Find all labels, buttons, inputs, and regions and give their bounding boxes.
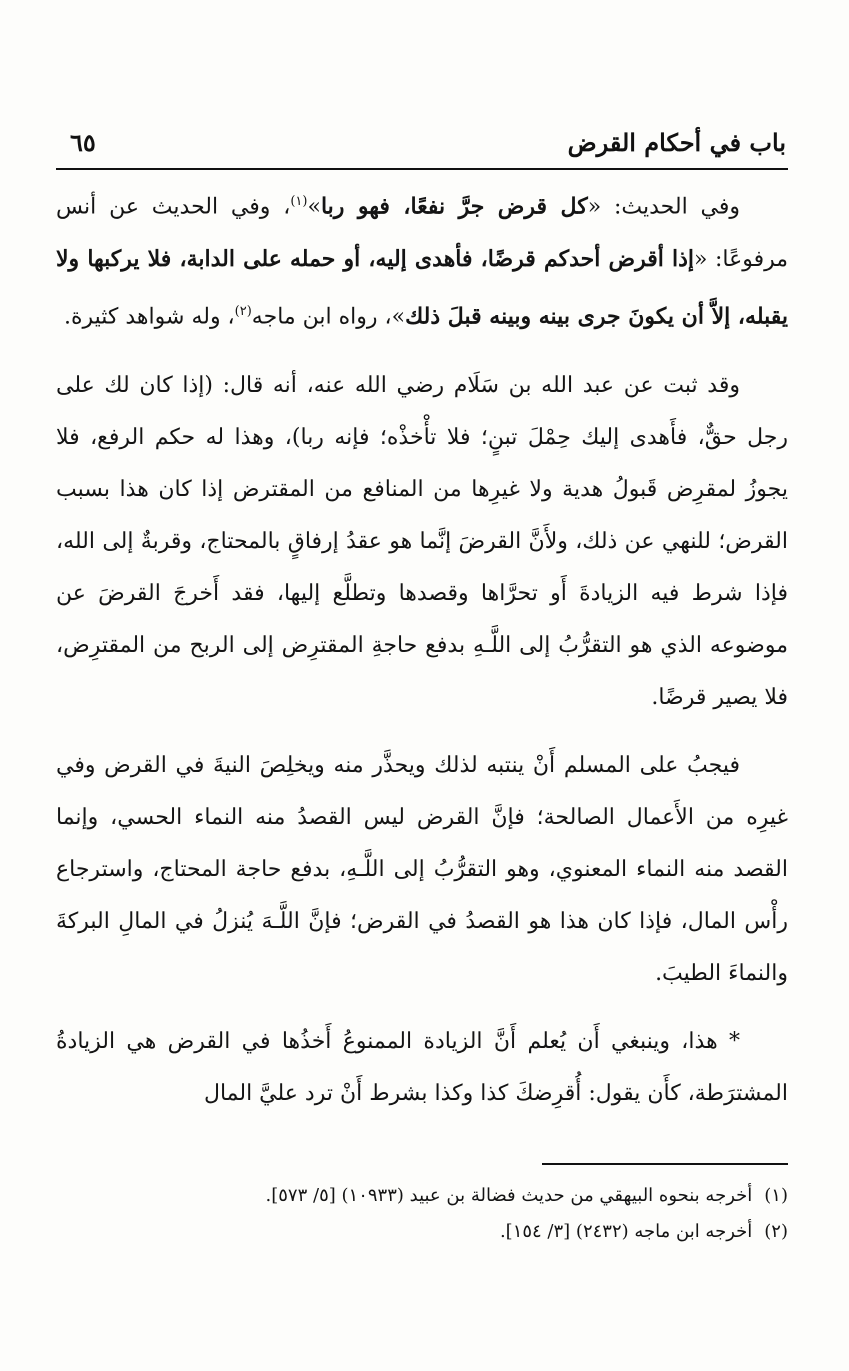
footnote-rule: [542, 1163, 788, 1165]
paragraph-2: وقد ثبت عن عبد الله بن سَلَام رضي الله عنه، أنه قال: (إذا كان لك على رجل حقٌّ، فأَهدى إليك حِمْلَ تبنٍ؛ فلا تأْخذْه؛ فإنه ربا)، وهذا له حكم الرفع، فلا يجوزُ لمقرِض قَبولُ هدية ولا غيرِها من المنافع من المقترض إذا كان هذا بسبب القرض؛ للنهي عن ذلك، ولأَنَّ القرضَ إنَّما هو عقدُ إرفاقٍ بالمحتاج، وقربةٌ إلى الله، فإذا شرط فيه الزيادةَ أَو تحرَّاها وقصدها وتطلَّع إليها، فقد أَخرجَ القرضَ عن موضوعه الذي هو التقرُّبُ إلى اللَّـهِ بدفع حاجةِ المقترِض إلى الربح من المقترِض، فلا يصير قرضًا.: [56, 372, 788, 710]
footnote-2: (٢)أخرجه ابن ماجه (٢٤٣٢) [٣/ ١٥٤].: [499, 1221, 788, 1242]
header-rule: [56, 168, 788, 170]
main-text: [56, 176, 788, 1120]
chapter-title: باب في أحكام القرض: [567, 128, 786, 157]
paragraph-1: وفي الحديث: «كل قرض جرَّ نفعًا، فهو ربا»$^{(١)}$، وفي الحديث عن أنس مرفوعًا: «إذا أقرض أحدكم قرضًا، فأهدى إليه، أو حمله على الدابة، فلا يركبها ولا يقبله، إلاَّ أن يكونَ جرى بينه وبينه قبلَ ذلك»، رواه ابن ماجه$^{(٢)}$، وله شواهد كثيرة.: [56, 193, 789, 330]
page-number: ٦٥: [70, 128, 96, 157]
footnote-1: (١)أخرجه بنحوه البيهقي من حديث فضالة بن عبيد (١٠٩٣٣) [٥/ ٥٧٣].: [265, 1185, 788, 1206]
footnote-ref-1: (١): [290, 194, 308, 209]
paragraph-3: فيجبُ على المسلم أَنْ ينتبه لذلك ويحذَّر منه ويخلِصَ النيةَ في القرض وفي غيرِه من الأَعمال الصالحة؛ فإنَّ القرض ليس القصدُ منه النماء الحسي، وإنما القصد منه النماء المعنوي، وهو التقرُّبُ إلى اللَّـهِ، بدفع حاجة المحتاج، واسترجاع رأْس المال، فإذا كان هذا هو القصدُ في القرض؛ فإنَّ اللَّـهَ يُنزلُ في المالِ البركةَ والنماءَ الطيبَ.: [56, 752, 788, 986]
footnote-ref-2: (٢): [234, 304, 252, 320]
footnotes: [56, 1178, 788, 1250]
paragraph-4: * هذا، وينبغي أَن يُعلم أَنَّ الزيادة الممنوعُ أَخذُها في القرض هي الزيادةُ المشترَطة، كأَن يقول: أُقرِضكَ كذا وكذا بشرط أَنْ ترد عليَّ المال: [56, 1028, 788, 1106]
page-header: [62, 128, 786, 168]
